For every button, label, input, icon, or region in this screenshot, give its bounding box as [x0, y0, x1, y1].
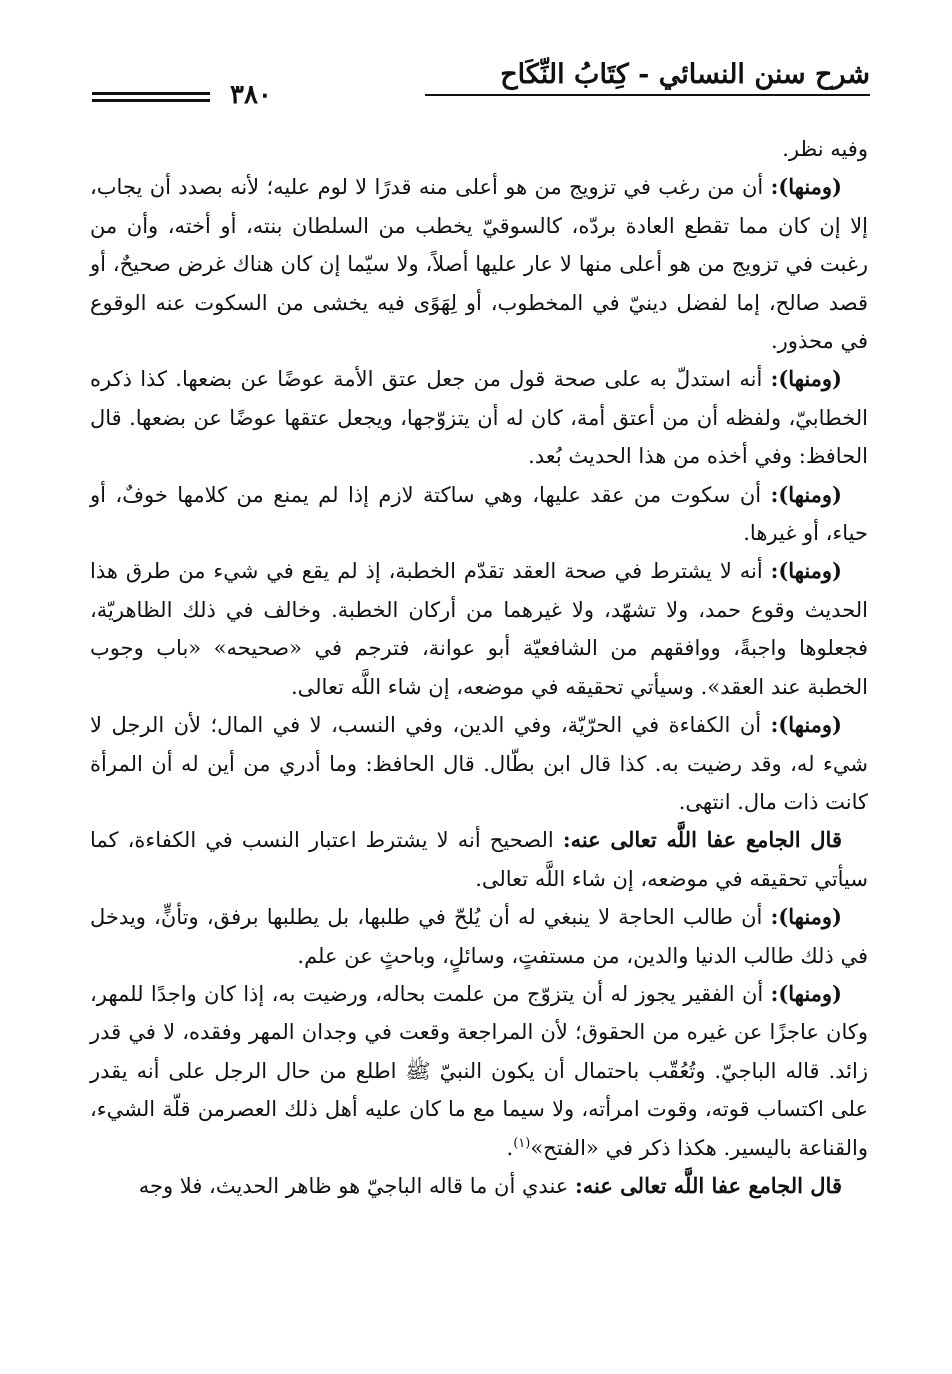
paragraph [90, 1167, 868, 1205]
footnote-marker: (١) [513, 1135, 531, 1151]
paragraph-lead: (ومنها): [770, 558, 842, 584]
paragraph-text: الصحيح أنه لا يشترط اعتبار النسب في الكفاءة، كما سيأتي تحقيقه في موضعه، إن شاء اللَّه تعالى. [90, 828, 868, 891]
running-title: شرح سنن النسائي - كِتَابُ النِّكَاح [500, 59, 870, 90]
paragraph-text: أن طالب الحاجة لا ينبغي له أن يُلحّ في طلبها، بل يطلبها برفق، وتأنٍّ، ويدخل في ذلك طالب الدنيا والدين، من مستفتٍ، وسائلٍ، وباحثٍ عن علم. [90, 905, 868, 968]
header-double-rule [92, 92, 210, 106]
paragraph-text: أنه لا يشترط في صحة العقد تقدّم الخطبة، إذ لم يقع في شيء من طرق هذا الحديث وقوع حمد، ولا تشهّد، ولا غيرهما من أركان الخطبة. وخالف في ذلك الظاهريّة، فجعلوها واجبةً، ووافقهم من الشافعيّة أبو عوانة، فترجم في «صحيحه» «باب وجوب الخطبة عند العقد». وسيأتي تحقيقه في موضعه، إن شاء اللَّه تعالى. [90, 559, 868, 699]
paragraph-text: أن الفقير يجوز له أن يتزوّج من علمت بحاله، ورضيت به، إذا كان واجدًا للمهر، وكان عاجزًا عن غيره من الحقوق؛ لأن المراجعة وقعت في وجدان المهر وفقده، لا في قدر زائد. قاله الباجيّ. وتُعُقّب باحتمال أن يكون النبيّ ﷺ اطلع من حال الرجل على أنه يقدر على اكتساب قوته، وقوت امرأته، ولا سيما مع ما كان عليه أهل ذلك العصرمن قلّة الشيء، والقناعة باليسير. هكذا ذكر في «الفتح» [90, 981, 868, 1160]
paragraph [90, 552, 868, 706]
paragraph-lead: (ومنها): [770, 712, 842, 738]
header-rule [425, 94, 870, 96]
paragraph-text: أنه استدلّ به على صحة قول من جعل عتق الأمة عوضًا عن بضعها. كذا ذكره الخطابيّ، ولفظه أن من أعتق أمة، كان له أن يتزوّجها، ويجعل عتقها عوضًا عن بضعها. قال الحافظ: وفي أخذه من هذا الحديث بُعد. [90, 367, 868, 469]
paragraph-text: أن من رغب في تزويج من هو أعلى منه قدرًا لا لوم عليه؛ لأنه بصدد أن يجاب، إلا إن كان مما تقطع العادة بردّه، كالسوقيّ يخطب من السلطان بنته، أو أخته، وأن من رغبت في تزويج من هو أعلى منها لا عار عليها أصلاً، ولا سيّما إن كان هناك غرض صحيحٌ، أو قصد صالح، إما لفضل دينيّ في المخطوب، أو لِهَوًى فيه يخشى من السكوت عنه الوقوع في محذور. [90, 175, 868, 354]
page-body [90, 130, 868, 1205]
paragraph-lead: (ومنها): [770, 980, 842, 1006]
page-number: ٣٨٠ [222, 80, 280, 110]
paragraph-lead: (ومنها): [770, 174, 842, 200]
paragraph [90, 975, 868, 1167]
paragraph-lead: قال الجامع عفا اللَّه تعالى عنه: [574, 1172, 842, 1198]
paragraph-text: عندي أن ما قاله الباجيّ هو ظاهر الحديث، فلا وجه [138, 1173, 575, 1198]
paragraph [90, 821, 868, 898]
paragraph [90, 476, 868, 553]
paragraph [90, 168, 868, 360]
paragraph-text: أن الكفاءة في الحرّيّة، وفي الدين، وفي النسب، لا في المال؛ لأن الرجل لا شيء له، وقد رضيت به. كذا قال ابن بطّال. قال الحافظ: وما أدري من أين له أن المرأة كانت ذات مال. انتهى. [90, 713, 868, 814]
paragraph-text: وفيه نظر. [782, 137, 868, 161]
paragraph-text: أن سكوت من عقد عليها، وهي ساكتة لازم إذا لم يمنع من كلامها خوفٌ، أو حياء، أو غيرها. [90, 482, 868, 546]
paragraph-lead: قال الجامع عفا اللَّه تعالى عنه: [562, 827, 842, 853]
paragraph [90, 360, 868, 475]
paragraph-lead: (ومنها): [770, 366, 842, 392]
paragraph [90, 130, 868, 168]
paragraph-end: . [506, 1135, 514, 1160]
page-header [92, 58, 870, 108]
paragraph [90, 898, 868, 975]
paragraph-lead: (ومنها): [770, 481, 842, 507]
paragraph-lead: (ومنها): [770, 904, 842, 930]
paragraph [90, 706, 868, 821]
